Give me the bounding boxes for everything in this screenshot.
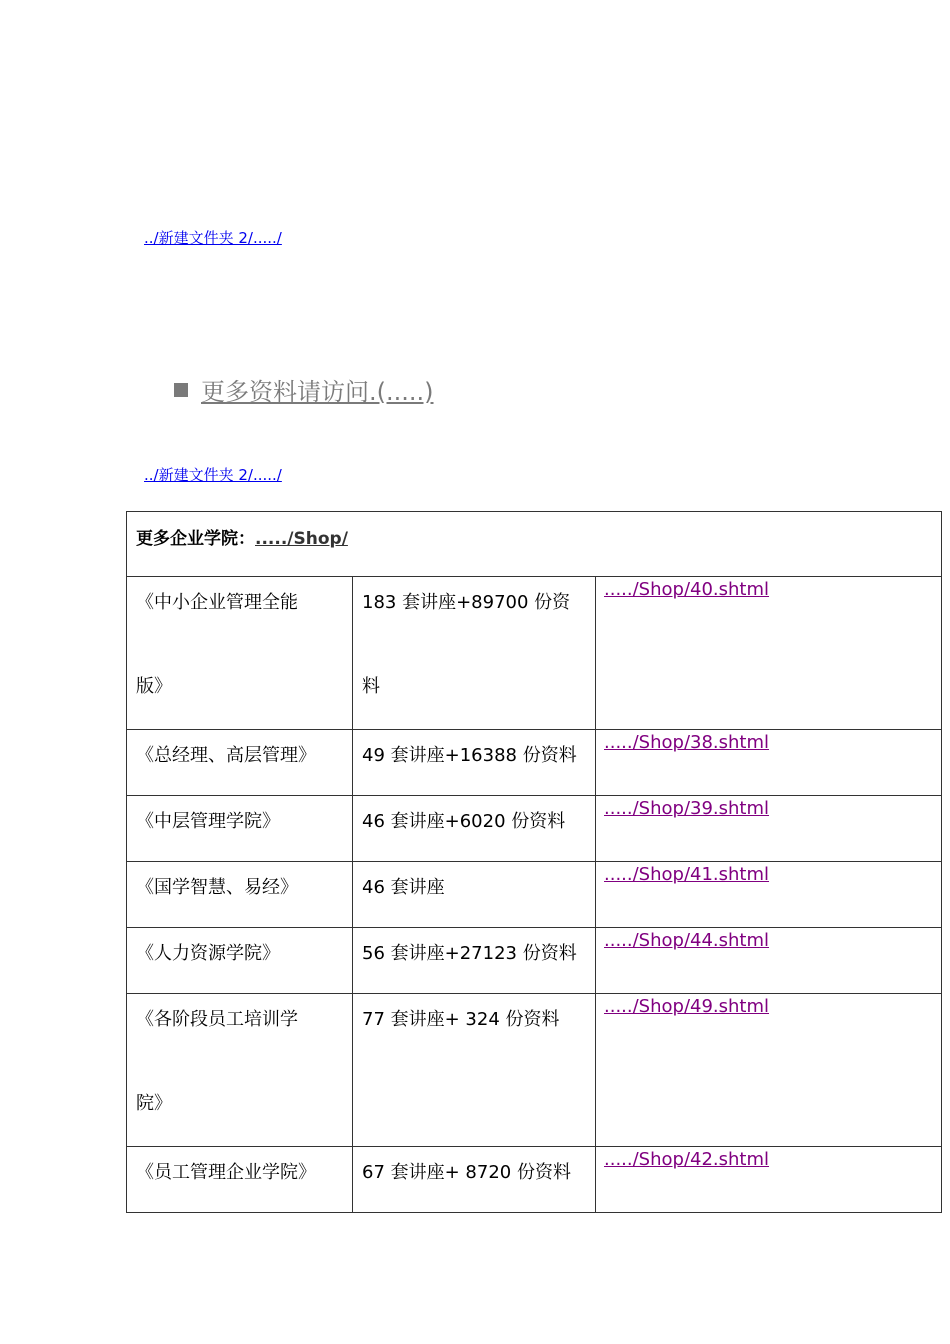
academy-table xyxy=(126,511,942,1213)
course-name: 《各阶段员工培训学院》 xyxy=(136,1009,298,1114)
course-url-cell xyxy=(596,796,942,862)
course-url-cell xyxy=(596,928,942,994)
course-desc-cell xyxy=(353,994,596,1147)
course-desc-cell xyxy=(353,1147,596,1213)
course-name: 《总经理、高层管理》 xyxy=(136,745,316,766)
course-desc: 46 套讲座 xyxy=(362,877,445,898)
course-name: 《国学智慧、易经》 xyxy=(136,877,298,898)
course-link[interactable]: ...../Shop/38.shtml xyxy=(604,732,770,753)
table-row xyxy=(127,862,942,928)
course-name-cell xyxy=(127,577,353,730)
course-name: 《中小企业管理全能版》 xyxy=(136,592,298,697)
course-name-cell xyxy=(127,1147,353,1213)
course-link[interactable]: ...../Shop/49.shtml xyxy=(604,996,770,1017)
course-link[interactable]: ...../Shop/40.shtml xyxy=(604,579,770,600)
course-name-cell xyxy=(127,994,353,1147)
course-link[interactable]: ...../Shop/41.shtml xyxy=(604,864,770,885)
table-row xyxy=(127,577,942,730)
more-resources-link[interactable]: 更多资料请访问.(.....) xyxy=(201,378,434,406)
table-row xyxy=(127,796,942,862)
course-url-cell xyxy=(596,577,942,730)
course-name-cell xyxy=(127,796,353,862)
course-link[interactable]: ...../Shop/42.shtml xyxy=(604,1149,770,1170)
course-url-cell xyxy=(596,862,942,928)
course-link[interactable]: ...../Shop/44.shtml xyxy=(604,930,770,951)
table-row xyxy=(127,1147,942,1213)
course-name: 《中层管理学院》 xyxy=(136,811,280,832)
course-desc: 49 套讲座+16388 份资料 xyxy=(362,745,577,766)
table-row xyxy=(127,994,942,1147)
course-url-cell xyxy=(596,730,942,796)
more-resources-line xyxy=(174,372,434,407)
course-desc-cell xyxy=(353,796,596,862)
course-url-cell xyxy=(596,994,942,1147)
course-desc: 46 套讲座+6020 份资料 xyxy=(362,811,566,832)
course-desc-cell xyxy=(353,862,596,928)
course-name: 《人力资源学院》 xyxy=(136,943,280,964)
course-desc: 183 套讲座+89700 份资料 xyxy=(362,592,571,697)
course-desc: 56 套讲座+27123 份资料 xyxy=(362,943,577,964)
course-desc: 67 套讲座+ 8720 份资料 xyxy=(362,1162,571,1183)
course-link[interactable]: ...../Shop/39.shtml xyxy=(604,798,770,819)
course-name-cell xyxy=(127,862,353,928)
course-name: 《员工管理企业学院》 xyxy=(136,1162,316,1183)
folder-link-bottom[interactable]: ../新建文件夹 2/...../ xyxy=(144,466,282,484)
course-desc-cell xyxy=(353,577,596,730)
course-desc: 77 套讲座+ 324 份资料 xyxy=(362,1009,560,1030)
square-bullet-icon xyxy=(174,383,188,397)
course-name-cell xyxy=(127,730,353,796)
table-row xyxy=(127,730,942,796)
folder-link-top[interactable]: ../新建文件夹 2/...../ xyxy=(144,229,282,247)
course-url-cell xyxy=(596,1147,942,1213)
course-desc-cell xyxy=(353,730,596,796)
shop-link[interactable]: ...../Shop/ xyxy=(255,529,348,549)
more-academy-label: 更多企业学院： xyxy=(136,529,255,549)
